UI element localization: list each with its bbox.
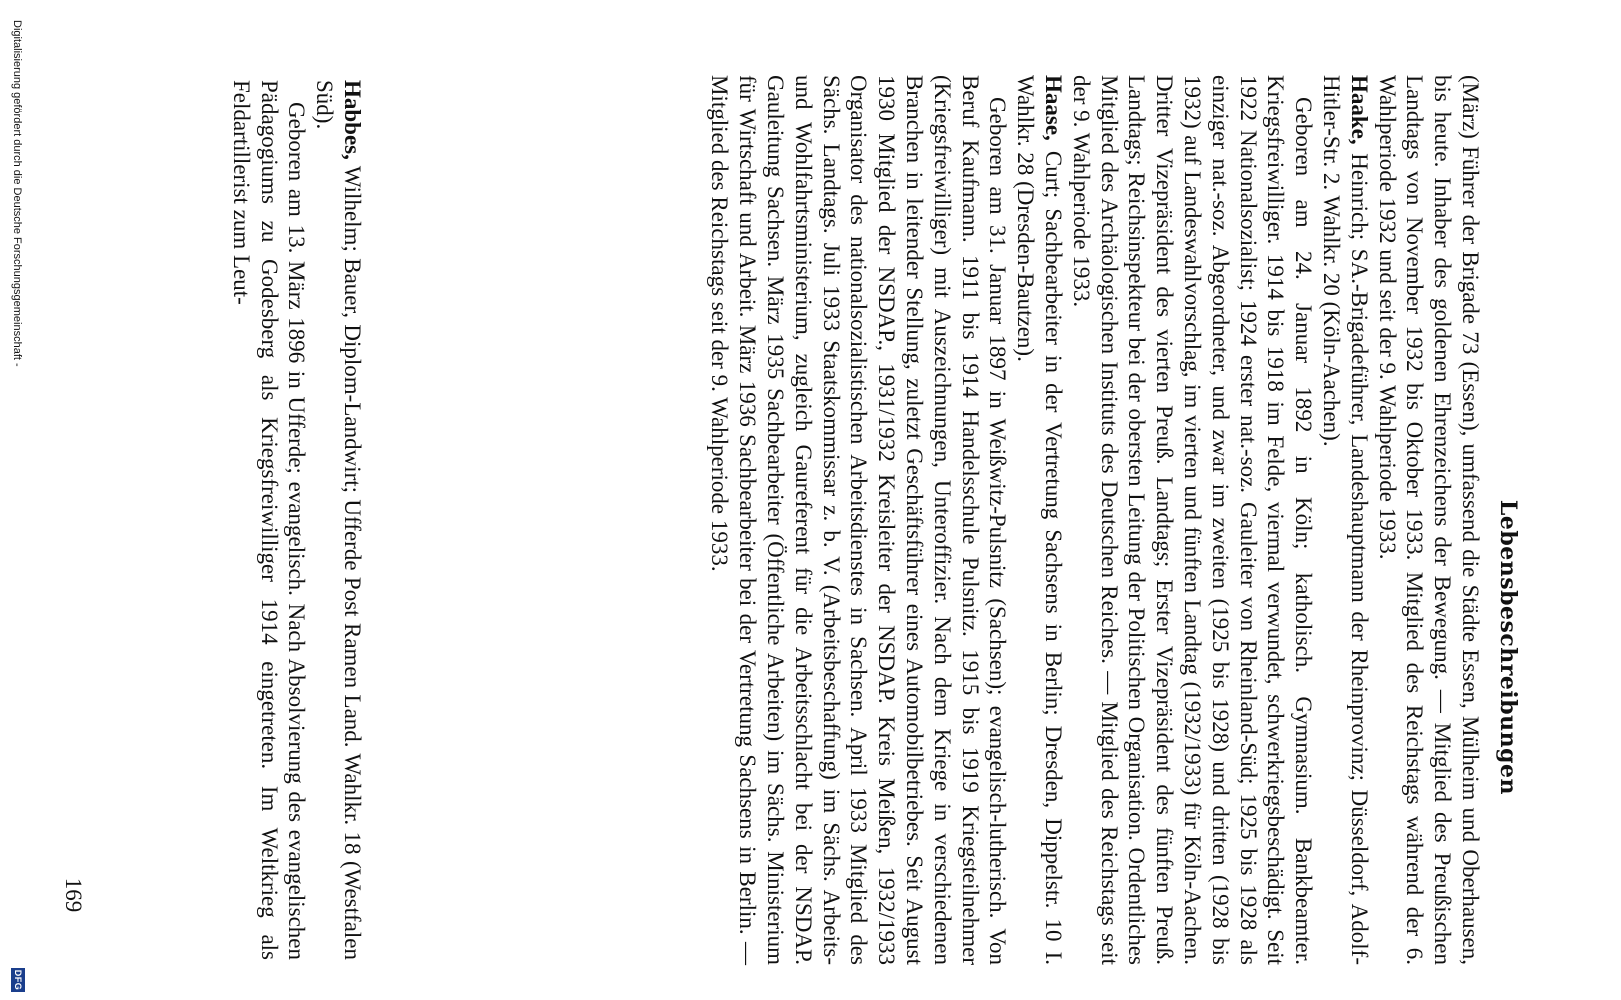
- entry-text: Heinrich; SA.-Brigadeführer, Landeshauptmann der Rheinprovinz; Düsseldorf, Adolf-Hitler-Str. 2. Wahlkr. 20 (Köln-Aachen).: [1319, 75, 1372, 965]
- biography-entry-habbes: [310, 80, 366, 960]
- entry-continuation: [1373, 75, 1484, 965]
- entry-body: [227, 80, 310, 960]
- page-number: 169: [61, 877, 86, 913]
- footer-text: Digitalisierung gefördert durch die Deutsche Forschungsgemeinschaft -: [11, 20, 23, 367]
- entry-text: Geboren am 24. Januar 1892 in Köln; katholisch. Gymnasium. Bankbeamter. Kriegsfreiwilliger. 1914 bis 1918 im Felde, viermal verwundet, schwerkriegsbeschädigt. Seit 1922 Nationalsozialist; 1924 erster nat.-soz. Gauleiter von Rheinland-Süd; 1925 bis 1928 als einziger nat.-soz. Abgeordneter, und zwar im zweiten (1925 bis 1928) und dritten (1928 bis 1932) auf Landeswahlvorschlag, im vierten und fünften Landtag (1932/1933) für Köln-Aachen. Dritter Vizepräsident des vierten Preuß. Landtags; Erster Vizepräsident des fünften Preuß. Landtags; Reichsinspekteur bei der obersten Leitung der Politischen Organisation. Ordentliches Mitglied des Archäologischen Instituts des Deutschen Reiches. — Mitglied des Reichstags seit der 9. Wahlperiode 1933.: [1068, 75, 1317, 965]
- entry-text: (März) Führer der Brigade 73 (Essen), umfassend die Städte Essen, Mülheim und Oberhausen, bis heute. Inhaber des goldenen Ehrenzeichens der Bewegung. — Mitglied des Preußischen Landtags von November 1932 bis Oktober 1933. Mitglied des Reichstags während der 6. Wahlperiode 1932 und seit der 9. Wahlperiode 1933.: [1374, 75, 1483, 965]
- entry-name: Haase,: [1041, 75, 1067, 141]
- text-column-2: [227, 80, 366, 960]
- entry-text: Wilhelm; Bauer, Diplom-Landwirt; Ufferde Post Ramen Land. Wahlkr. 18 (Westfalen Süd).: [312, 80, 365, 960]
- page-title: Lebensbeschreibungen: [1495, 499, 1521, 795]
- biography-entry-haase: [1011, 75, 1067, 965]
- entry-body: [706, 75, 1012, 965]
- entry-name: Haake,: [1346, 75, 1372, 145]
- entry-text: Curt; Sachbearbeiter in der Vertretung Sachsens in Berlin; Dresden, Dippelstr. 10 I. Wahlkr. 28 (Dresden-Bautzen).: [1013, 75, 1067, 965]
- entry-body: [1067, 75, 1317, 965]
- running-header: [1481, 205, 1521, 795]
- entry-text: Geboren am 13. März 1896 in Ufferde; evangelisch. Nach Absolvierung des evangelischen Pädagogiums zu Godesberg als Kriegsfreiwilliger 1914 eingetreten. Im Weltkrieg als Feldartillerist zum Leut-: [228, 80, 310, 960]
- digitization-footer: [1, 0, 31, 1000]
- dfg-logo-icon: DFG: [13, 969, 23, 991]
- biography-entry-haake: [1317, 75, 1373, 965]
- entry-text: Geboren am 31. Januar 1897 in Weißwitz-Pulsnitz (Sachsen); evangelisch-lutherisch. Von Beruf Kaufmann. 1911 bis 1914 Handelsschule Pulsnitz. 1915 bis 1919 Kriegsteilnehmer (Kriegsfreiwilliger) mit Auszeichnungen, Unteroffizier. Nach dem Kriege in verschiedenen Branchen in leitender Stellung, zuletzt Geschäftsführer eines Automobilbetriebes. Seit August 1930 Mitglied der NSDAP., 1931/1932 Kreisleiter der NSDAP. Kreis Meißen, 1932/1933 Organisator des nationalsozialistischen Arbeitsdienstes in Sachsen. April 1933 Mitglied des Sächs. Landtags. Juli 1933 Staatskommissar z. b. V. (Arbeitsbeschaffung) im Sächs. Arbeits- und Wohlfahrtsministerium, zugleich Gaureferent für die Arbeitsschlacht bei der NSDAP. Gauleitung Sachsen. März 1935 Sachbearbeiter (Öffentliche Arbeiten) im Sächs. Ministerium für Wirtschaft und Arbeit. März 1936 Sachbearbeiter bei der Vertretung Sachsens in Berlin. — Mitglied des Reichstags seit der 9. Wahlperiode 1933.: [707, 75, 1011, 965]
- text-column-1: [706, 75, 1484, 965]
- entry-name: Habbes,: [340, 80, 365, 160]
